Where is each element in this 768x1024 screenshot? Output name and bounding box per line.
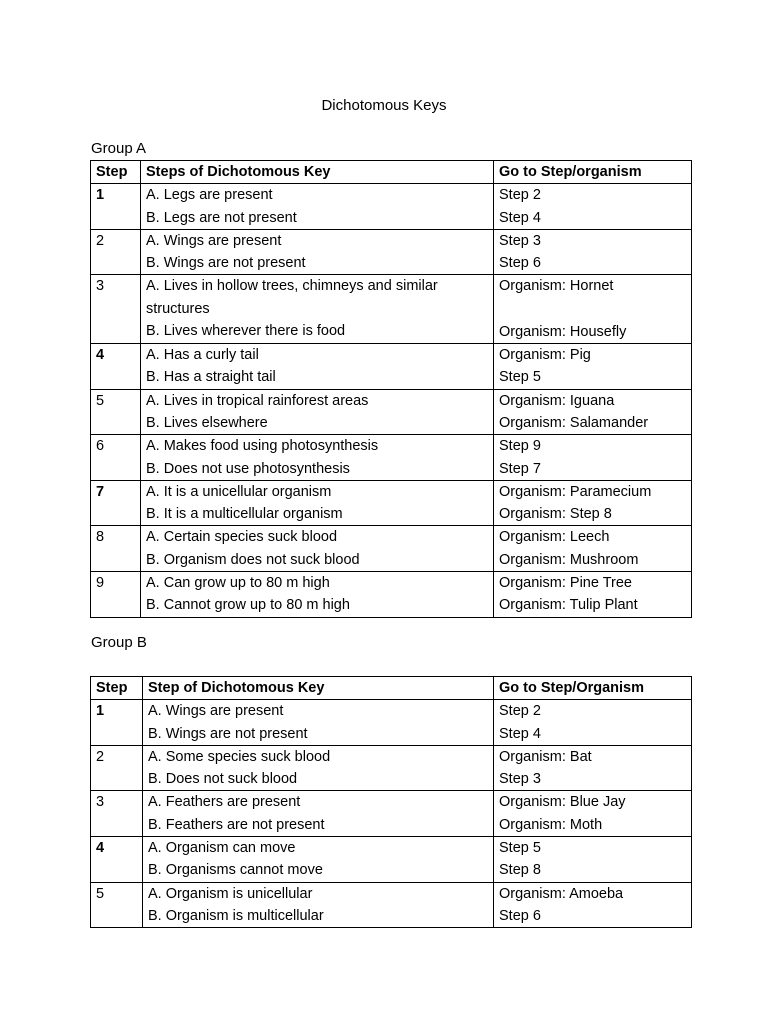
go-to-a-text: Organism: Bat: [499, 748, 592, 765]
key-steps-cell: [141, 344, 494, 390]
go-to-cell: [494, 344, 692, 390]
go-to-cell: [494, 526, 692, 572]
option-b-text: B. Lives elsewhere: [146, 414, 268, 431]
go-to-cell: [494, 837, 692, 883]
option-a-text: A. Wings are present: [146, 232, 282, 249]
key-steps-cell: [141, 480, 494, 526]
key-steps-cell: [141, 572, 494, 618]
table-header-row: [91, 677, 692, 700]
option-b-text: B. Does not suck blood: [148, 771, 298, 788]
header-go-to: Go to Step/organism: [494, 161, 692, 184]
option-b-text: B. Wings are not present: [148, 725, 308, 742]
go-to-a-text: Organism: Blue Jay: [499, 794, 626, 811]
table-row: [91, 572, 692, 618]
step-number: 9: [91, 572, 141, 618]
table-row: [91, 184, 692, 230]
go-to-a-text: Organism: Hornet: [499, 278, 614, 295]
go-to-b-text: Organism: Step 8: [499, 506, 612, 523]
table-row: [91, 882, 692, 928]
step-number: 3: [91, 791, 143, 837]
option-a-text: A. Certain species suck blood: [146, 529, 338, 546]
key-steps-cell: [143, 700, 494, 746]
option-a-text: A. Lives in hollow trees, chimneys and similar structures: [146, 278, 438, 317]
go-to-a-text: Step 5: [499, 840, 541, 857]
go-to-a-text: Step 2: [499, 187, 541, 204]
step-number: 1: [91, 184, 141, 230]
option-b-text: B. Lives wherever there is food: [146, 323, 346, 340]
group-b-label: Group B: [91, 634, 147, 651]
option-a-text: A. Legs are present: [146, 187, 273, 204]
go-to-cell: [494, 275, 692, 344]
header-step: Step: [91, 161, 141, 184]
option-b-text: B. Legs are not present: [146, 209, 297, 226]
go-to-b-text: Organism: Mushroom: [499, 551, 639, 568]
key-steps-cell: [141, 435, 494, 481]
go-to-a-text: Step 2: [499, 703, 541, 720]
header-go-to: Go to Step/Organism: [494, 677, 692, 700]
table-row: [91, 275, 692, 344]
go-to-a-text: Organism: Pine Tree: [499, 575, 632, 592]
option-a-text: A. Organism is unicellular: [148, 885, 313, 902]
option-b-text: B. It is a multicellular organism: [146, 506, 343, 523]
table-header-row: [91, 161, 692, 184]
key-steps-cell: [141, 184, 494, 230]
go-to-b-text: Organism: Tulip Plant: [499, 597, 638, 614]
key-steps-cell: [143, 882, 494, 928]
header-step: Step: [91, 677, 143, 700]
go-to-b-text: Step 5: [499, 369, 541, 386]
table-row: [91, 229, 692, 275]
go-to-cell: [494, 389, 692, 435]
go-to-a-text: Organism: Iguana: [499, 392, 615, 409]
step-number: 3: [91, 275, 141, 344]
go-to-b-text: Organism: Housefly: [499, 323, 627, 340]
option-a-text: A. Feathers are present: [148, 794, 301, 811]
key-steps-cell: [143, 837, 494, 883]
header-steps: Step of Dichotomous Key: [143, 677, 494, 700]
go-to-a-text: Step 9: [499, 438, 541, 455]
go-to-a-text: Organism: Paramecium: [499, 483, 652, 500]
go-to-cell: [494, 435, 692, 481]
table-row: [91, 700, 692, 746]
step-number: 4: [91, 837, 143, 883]
key-steps-cell: [141, 229, 494, 275]
option-a-text: A. It is a unicellular organism: [146, 483, 332, 500]
go-to-cell: [494, 882, 692, 928]
go-to-a-text: Organism: Leech: [499, 529, 610, 546]
table-row: [91, 791, 692, 837]
option-b-text: B. Organism does not suck blood: [146, 551, 360, 568]
option-b-text: B. Feathers are not present: [148, 816, 325, 833]
step-number: 5: [91, 389, 141, 435]
step-number: 2: [91, 229, 141, 275]
step-number: 4: [91, 344, 141, 390]
option-a-text: A. Can grow up to 80 m high: [146, 575, 330, 592]
table-row: [91, 745, 692, 791]
go-to-b-text: Step 6: [499, 907, 541, 924]
go-to-cell: [494, 700, 692, 746]
go-to-b-text: Step 8: [499, 862, 541, 879]
group-a-rows: [91, 184, 692, 617]
table-row: [91, 480, 692, 526]
table-row: [91, 435, 692, 481]
go-to-cell: [494, 184, 692, 230]
key-steps-cell: [143, 791, 494, 837]
option-b-text: B. Organism is multicellular: [148, 907, 324, 924]
go-to-b-text: Step 3: [499, 771, 541, 788]
table-row: [91, 837, 692, 883]
go-to-a-text: Step 3: [499, 232, 541, 249]
step-number: 7: [91, 480, 141, 526]
step-number: 2: [91, 745, 143, 791]
table-row: [91, 526, 692, 572]
go-to-a-text: Organism: Pig: [499, 347, 591, 364]
option-b-text: B. Cannot grow up to 80 m high: [146, 597, 350, 614]
step-number: 8: [91, 526, 141, 572]
table-row: [91, 344, 692, 390]
option-a-text: A. Has a curly tail: [146, 347, 259, 364]
key-steps-cell: [143, 745, 494, 791]
go-to-b-text: Step 6: [499, 255, 541, 272]
go-to-b-text: Step 4: [499, 209, 541, 226]
option-a-text: A. Organism can move: [148, 840, 296, 857]
group-b-rows: [91, 700, 692, 928]
option-b-text: B. Does not use photosynthesis: [146, 460, 350, 477]
go-to-b-text: Organism: Moth: [499, 816, 603, 833]
option-a-text: A. Makes food using photosynthesis: [146, 438, 379, 455]
step-number: 1: [91, 700, 143, 746]
go-to-cell: [494, 572, 692, 618]
go-to-b-text: Organism: Salamander: [499, 414, 649, 431]
go-to-cell: [494, 229, 692, 275]
option-a-text: A. Wings are present: [148, 703, 284, 720]
group-b-table: [90, 676, 692, 928]
option-b-text: B. Wings are not present: [146, 255, 306, 272]
option-a-text: A. Some species suck blood: [148, 748, 331, 765]
group-a-table: [90, 160, 692, 618]
header-steps: Steps of Dichotomous Key: [141, 161, 494, 184]
go-to-b-text: Step 4: [499, 725, 541, 742]
group-a-label: Group A: [91, 140, 147, 157]
go-to-b-text: Step 7: [499, 460, 541, 477]
option-b-text: B. Has a straight tail: [146, 369, 276, 386]
go-to-cell: [494, 791, 692, 837]
document-title: Dichotomous Keys: [321, 97, 447, 114]
go-to-cell: [494, 745, 692, 791]
option-a-text: A. Lives in tropical rainforest areas: [146, 392, 369, 409]
go-to-cell: [494, 480, 692, 526]
go-to-a-text: Organism: Amoeba: [499, 885, 624, 902]
option-b-text: B. Organisms cannot move: [148, 862, 323, 879]
key-steps-cell: [141, 275, 494, 344]
step-number: 5: [91, 882, 143, 928]
key-steps-cell: [141, 526, 494, 572]
table-row: [91, 389, 692, 435]
key-steps-cell: [141, 389, 494, 435]
step-number: 6: [91, 435, 141, 481]
